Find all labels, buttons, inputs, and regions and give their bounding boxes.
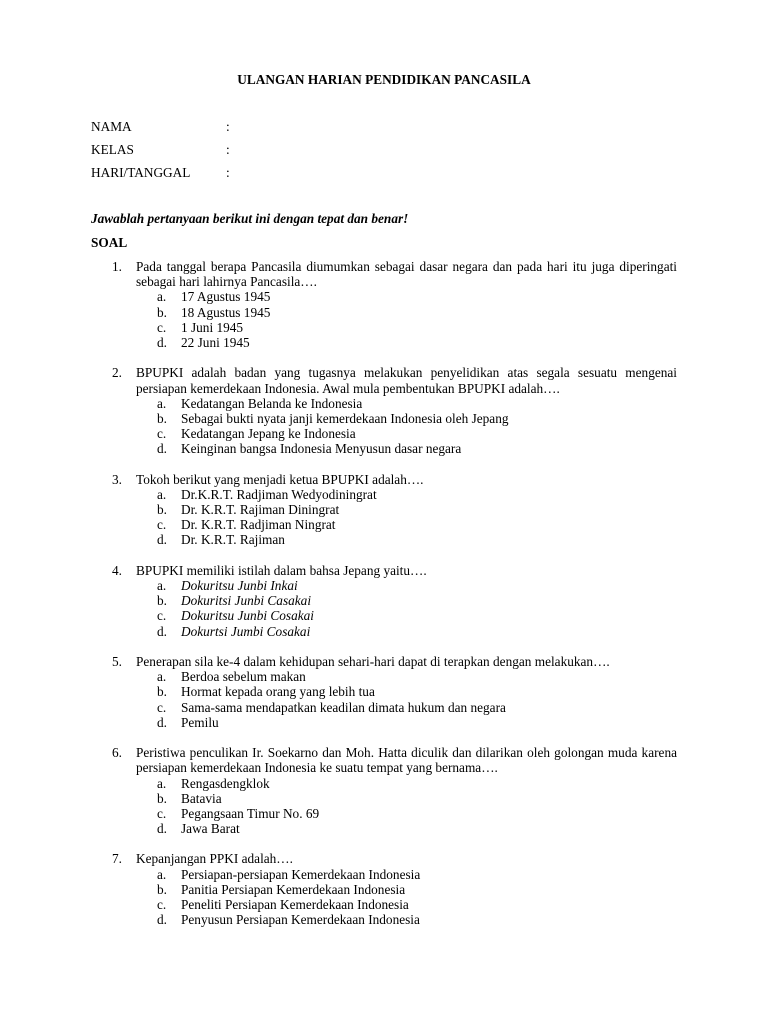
option-letter: a.	[157, 486, 167, 502]
section-heading: SOAL	[91, 235, 128, 250]
option-letter: d.	[157, 821, 167, 837]
option-letter: a.	[157, 669, 167, 685]
option-text: Penyusun Persiapan Kemerdekaan Indonesia	[181, 912, 420, 928]
option-letter: d.	[157, 441, 167, 457]
info-separator: :	[226, 165, 230, 180]
instruction-text: Jawablah pertanyaan berikut ini dengan tepat dan benar!	[91, 211, 409, 226]
answer-option	[91, 578, 677, 593]
option-letter: b.	[157, 790, 167, 806]
option-text: Dokurtsi Jumbi Cosakai	[181, 623, 311, 639]
option-text: 22 Juni 1945	[181, 334, 250, 350]
question-item	[91, 563, 677, 639]
option-text: Persiapan-persiapan Kemerdekaan Indonesia	[181, 866, 421, 882]
option-text: Berdoa sebelum makan	[181, 669, 306, 685]
option-letter: c.	[157, 319, 167, 335]
option-text: Pemilu	[181, 714, 219, 730]
answer-option	[91, 715, 677, 730]
question-number: 6.	[112, 745, 122, 761]
option-text: Dokuritsi Junbi Casakai	[181, 593, 312, 609]
question-number: 7.	[112, 851, 122, 867]
option-letter: a.	[157, 775, 167, 791]
option-text: 17 Agustus 1945	[181, 289, 271, 305]
answer-option	[91, 320, 677, 335]
answer-option	[91, 532, 677, 547]
answer-option	[91, 441, 677, 456]
answer-option	[91, 305, 677, 320]
option-letter: b.	[157, 684, 167, 700]
option-text: Kedatangan Belanda ke Indonesia	[181, 395, 363, 411]
option-letter: d.	[157, 334, 167, 350]
option-letter: c.	[157, 426, 167, 442]
question-text: Kepanjangan PPKI adalah….	[136, 851, 293, 867]
answer-option	[91, 502, 677, 517]
info-label: HARI/TANGGAL	[91, 165, 191, 180]
option-text: Rengasdengklok	[181, 775, 270, 791]
question-text: BPUPKI adalah badan yang tugasnya melakukan penyelidikan atas segala sesuatu mengenai persiapan kemerdekaan Indonesia. Awal mula pembentukan BPUPKI adalah….	[136, 365, 677, 396]
answer-option	[91, 912, 677, 927]
answer-option	[91, 791, 677, 806]
answer-option	[91, 593, 677, 608]
answer-option	[91, 776, 677, 791]
info-separator: :	[226, 119, 230, 134]
question-text: Tokoh berikut yang menjadi ketua BPUPKI adalah….	[136, 471, 424, 487]
option-letter: a.	[157, 578, 167, 594]
answer-option	[91, 411, 677, 426]
option-text: Panitia Persiapan Kemerdekaan Indonesia	[181, 881, 406, 897]
answer-option	[91, 684, 677, 699]
option-text: Keinginan bangsa Indonesia Menyusun dasar negara	[181, 441, 462, 457]
info-label: KELAS	[91, 142, 134, 157]
option-text: Pegangsaan Timur No. 69	[181, 805, 320, 821]
info-row-hari-tanggal	[91, 165, 391, 188]
answer-option	[91, 867, 677, 882]
question-text: Pada tanggal berapa Pancasila diumumkan sebagai dasar negara dan pada hari itu juga diperingati sebagai hari lahirnya Pancasila….	[136, 259, 677, 290]
answer-option	[91, 289, 677, 304]
option-text: Batavia	[181, 790, 222, 806]
answer-option	[91, 821, 677, 836]
option-text: Dr. K.R.T. Rajiman	[181, 532, 285, 548]
answer-option	[91, 487, 677, 502]
question-text: Penerapan sila ke-4 dalam kehidupan sehari-hari dapat di terapkan dengan melakukan….	[136, 653, 610, 669]
info-label: NAMA	[91, 119, 132, 134]
answer-option	[91, 426, 677, 441]
option-text: Hormat kepada orang yang lebih tua	[181, 684, 375, 700]
question-text: Peristiwa penculikan Ir. Soekarno dan Moh. Hatta diculik dan dilarikan oleh golongan muda karena persiapan kemerdekaan Indonesia ke suatu tempat yang bernama….	[136, 745, 677, 776]
question-item	[91, 654, 677, 730]
question-item	[91, 259, 677, 350]
option-text: Dr. K.R.T. Rajiman Diningrat	[181, 502, 340, 518]
option-letter: d.	[157, 714, 167, 730]
answer-option	[91, 700, 677, 715]
option-letter: b.	[157, 593, 167, 609]
option-text: Kedatangan Jepang ke Indonesia	[181, 426, 356, 442]
option-text: Dr. K.R.T. Radjiman Ningrat	[181, 517, 336, 533]
option-letter: a.	[157, 289, 167, 305]
answer-option	[91, 517, 677, 532]
option-letter: c.	[157, 805, 167, 821]
option-letter: d.	[157, 912, 167, 928]
option-letter: b.	[157, 304, 167, 320]
option-text: Dokuritsu Junbi Cosakai	[181, 608, 314, 624]
student-info-block	[91, 119, 391, 188]
option-text: 1 Juni 1945	[181, 319, 244, 335]
option-text: Dr.K.R.T. Radjiman Wedyodiningrat	[181, 486, 377, 502]
question-number: 5.	[112, 653, 122, 669]
option-letter: c.	[157, 517, 167, 533]
question-list	[91, 259, 677, 943]
option-text: Sebagai bukti nyata janji kemerdekaan Indonesia oleh Jepang	[181, 410, 509, 426]
option-letter: b.	[157, 881, 167, 897]
question-item	[91, 851, 677, 927]
option-text: Peneliti Persiapan Kemerdekaan Indonesia	[181, 897, 409, 913]
page-title: ULANGAN HARIAN PENDIDIKAN PANCASILA	[237, 72, 531, 87]
question-text: BPUPKI memiliki istilah dalam bahsa Jepang yaitu….	[136, 562, 427, 578]
question-number: 4.	[112, 562, 122, 578]
answer-option	[91, 806, 677, 821]
answer-option	[91, 882, 677, 897]
option-letter: a.	[157, 395, 167, 411]
answer-option	[91, 396, 677, 411]
option-text: Sama-sama mendapatkan keadilan dimata hukum dan negara	[181, 699, 506, 715]
option-letter: c.	[157, 699, 167, 715]
answer-option	[91, 335, 677, 350]
option-letter: a.	[157, 866, 167, 882]
answer-option	[91, 608, 677, 623]
option-text: Jawa Barat	[181, 821, 240, 837]
option-letter: c.	[157, 608, 167, 624]
answer-option	[91, 897, 677, 912]
info-row-nama	[91, 119, 391, 142]
option-letter: b.	[157, 502, 167, 518]
option-text: Dokuritsu Junbi Inkai	[181, 578, 298, 594]
question-number: 2.	[112, 365, 122, 381]
question-number: 3.	[112, 471, 122, 487]
option-letter: b.	[157, 410, 167, 426]
answer-option	[91, 624, 677, 639]
question-number: 1.	[112, 259, 122, 274]
info-row-kelas	[91, 142, 391, 165]
answer-option	[91, 669, 677, 684]
option-letter: c.	[157, 897, 167, 913]
info-separator: :	[226, 142, 230, 157]
question-item	[91, 745, 677, 836]
question-item	[91, 472, 677, 548]
option-text: 18 Agustus 1945	[181, 304, 271, 320]
option-letter: d.	[157, 532, 167, 548]
option-letter: d.	[157, 623, 167, 639]
question-item	[91, 365, 677, 456]
